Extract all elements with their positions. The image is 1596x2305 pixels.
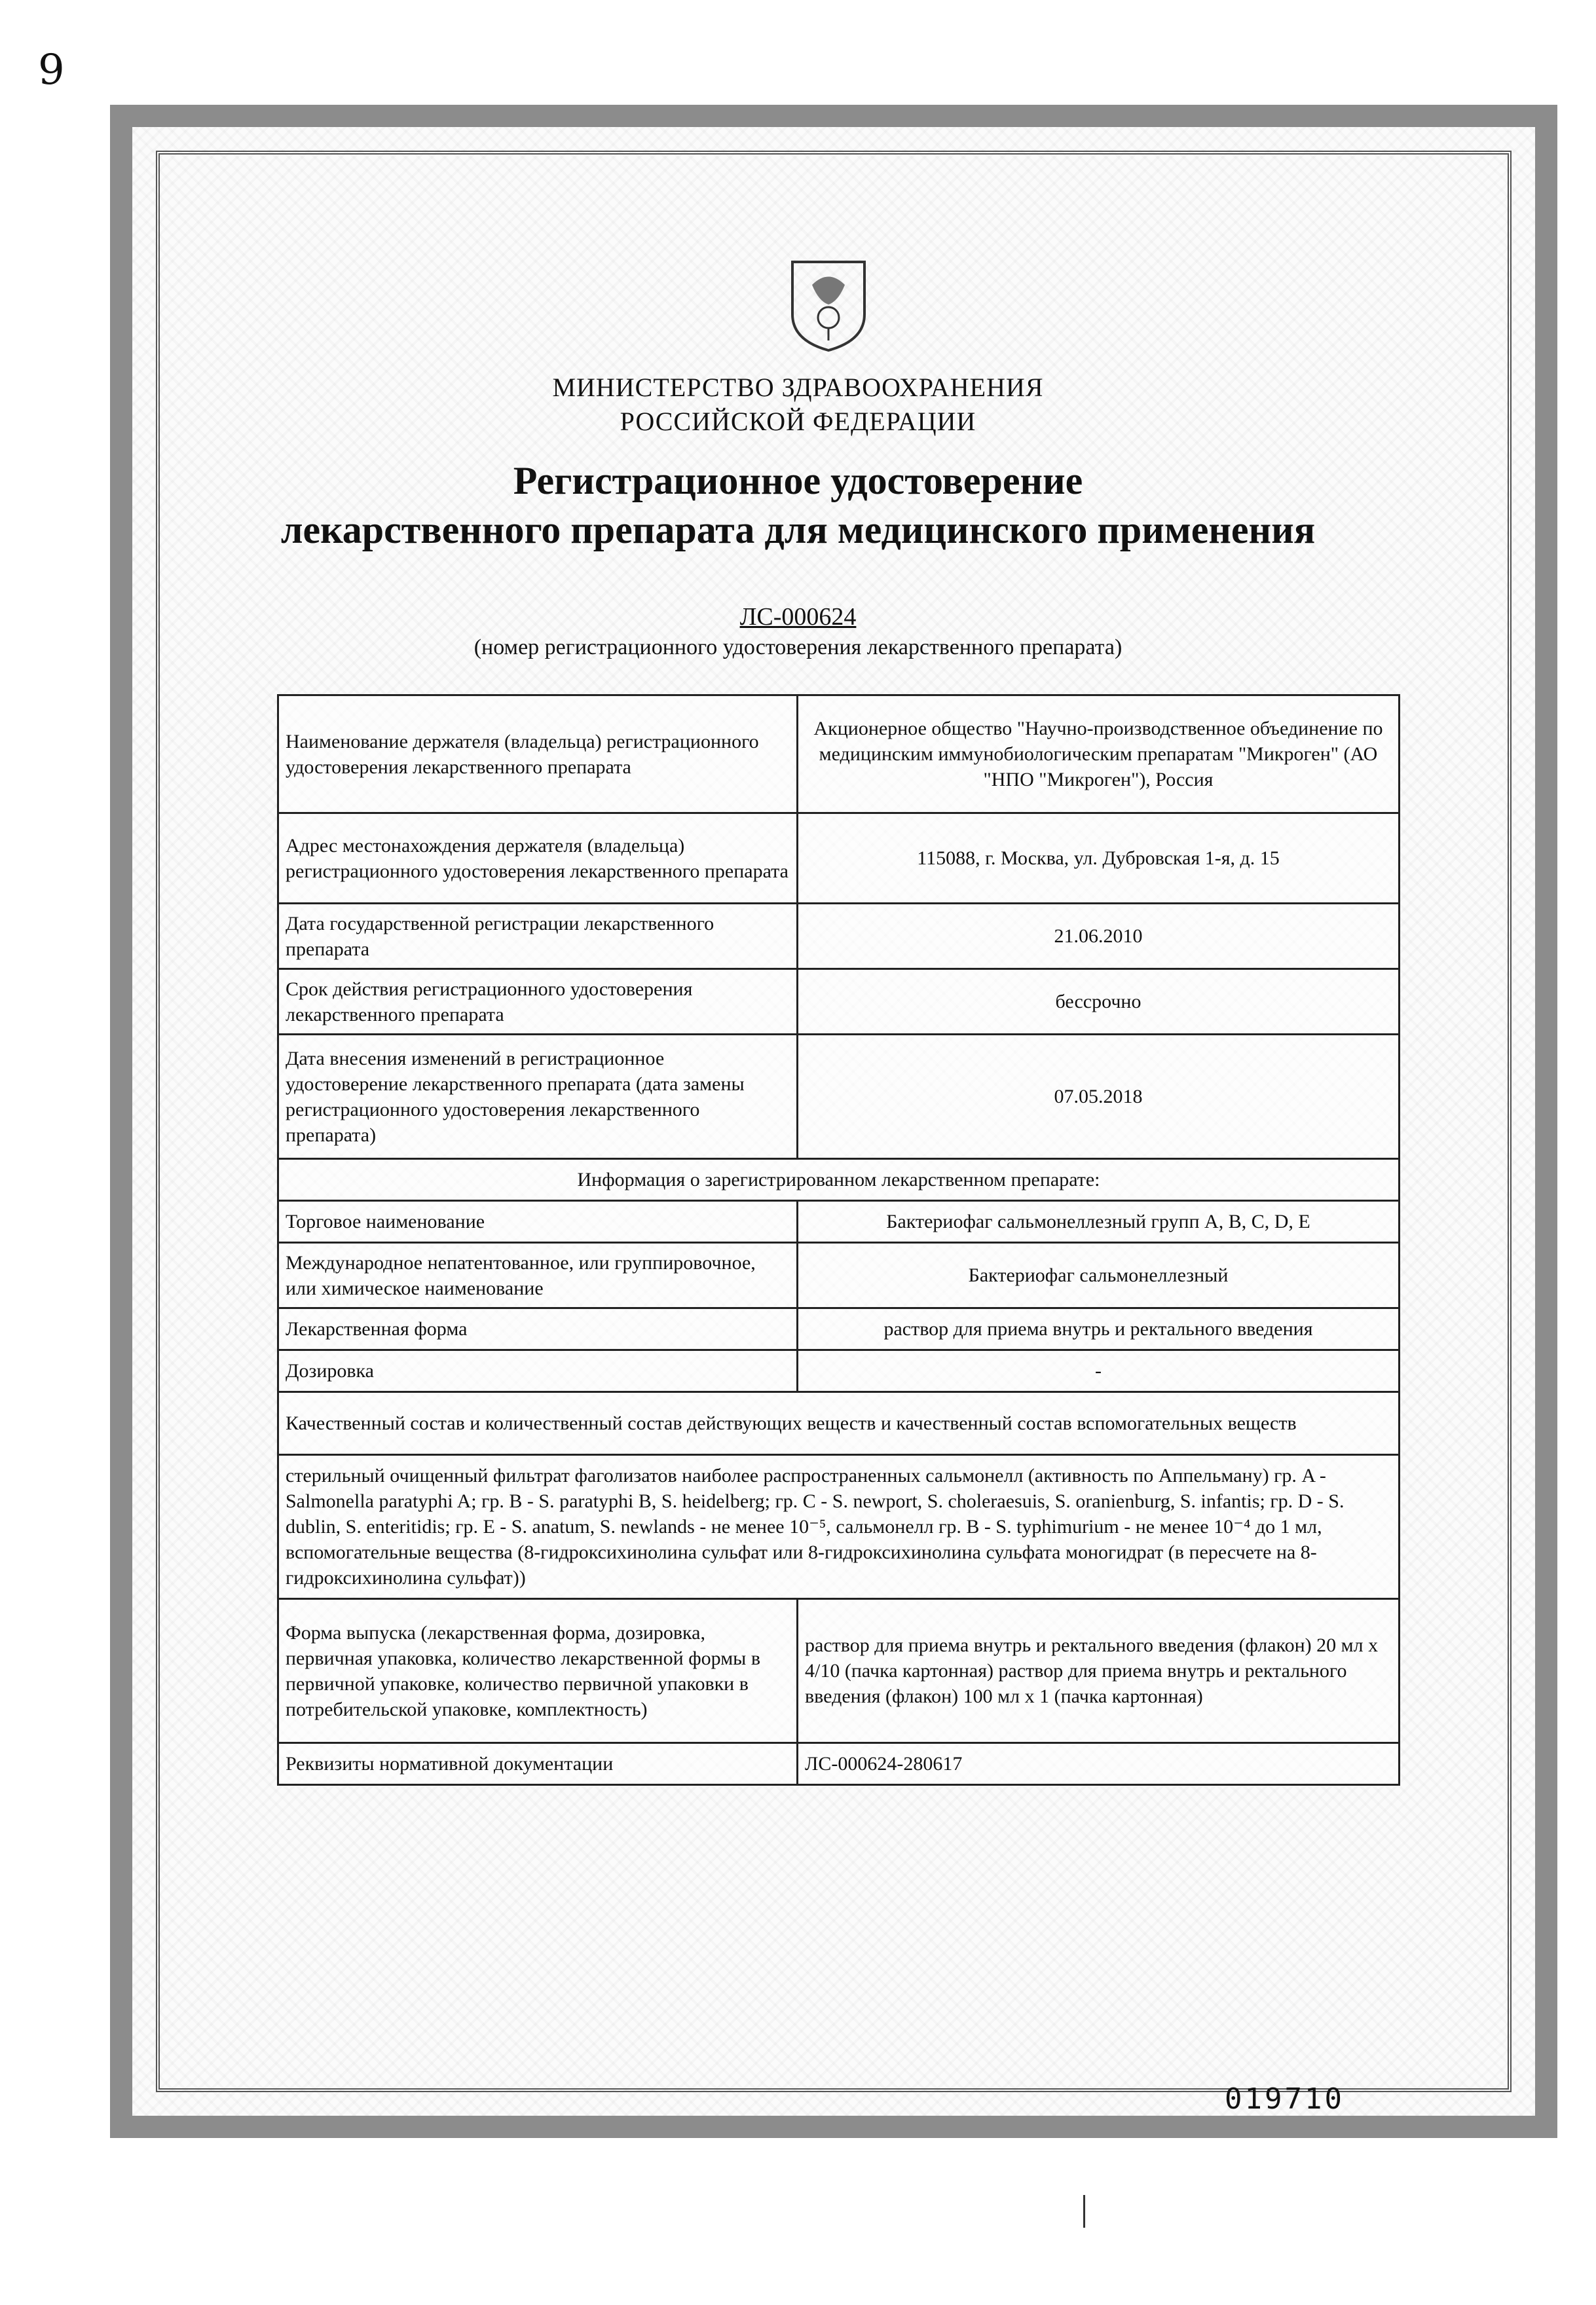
table-row [278, 1243, 1400, 1308]
table-row [278, 1743, 1400, 1785]
table-row [278, 1455, 1400, 1599]
holder-name-label: Наименование держателя (владельца) регистрационного удостоверения лекарственного препарата [278, 695, 798, 813]
release-form-label: Форма выпуска (лекарственная форма, дозировка, первичная упаковка, количество лекарственной формы в первичной упаковке, количество первичной упаковки в потребительской упаковке, комплектность) [278, 1599, 798, 1743]
coat-of-arms-emblem-icon [786, 255, 871, 354]
amendment-date-value: 07.05.2018 [798, 1035, 1400, 1159]
inn-value: Бактериофаг сальмонеллезный [798, 1243, 1400, 1308]
dosage-label: Дозировка [278, 1350, 798, 1392]
registration-details-table [277, 694, 1400, 1786]
dosage-form-label: Лекарственная форма [278, 1308, 798, 1350]
normative-doc-value: ЛС-000624-280617 [798, 1743, 1400, 1785]
table-row [278, 904, 1400, 969]
holder-address-label: Адрес местонахождения держателя (владельца) регистрационного удостоверения лекарственного препарата [278, 813, 798, 904]
dosage-form-value: раствор для приема внутрь и ректального введения [798, 1308, 1400, 1350]
registration-number-caption: (номер регистрационного удостоверения лекарственного препарата) [473, 635, 1123, 659]
handwritten-page-number: 9 [38, 46, 65, 94]
registration-date-label: Дата государственной регистрации лекарственного препарата [278, 904, 798, 969]
table-row [278, 1035, 1400, 1159]
table-row [278, 1599, 1400, 1743]
validity-period-value: бессрочно [798, 969, 1400, 1035]
document-title-line1: Регистрационное удостоверение [513, 459, 1083, 502]
holder-address-value: 115088, г. Москва, ул. Дубровская 1-я, д. 15 [798, 813, 1400, 904]
form-serial-number: 019710 [1225, 2082, 1345, 2116]
normative-doc-label: Реквизиты нормативной документации [278, 1743, 798, 1785]
registration-date-value: 21.06.2010 [798, 904, 1400, 969]
composition-text: стерильный очищенный фильтрат фаголизатов наиболее распространенных сальмонелл (активность по Аппельману) гр. A - Salmonella paratyphi A; гр. B - S. paratyphi B, S. heidelberg; гр. C - S. newport, S. choleraesuis, S. oranienburg, S. infantis; гр. D - S. dublin, S. enteritidis; гр. E - S. anatum, S. newlands - не менее 10⁻⁵, сальмонелл гр. B - S. typhimurium - не менее 10⁻⁴ до 1 мл, вспомогательные вещества (8-гидроксихинолина сульфат или 8-гидроксихинолина сульфата моногидрат (в пересчете на 8-гидроксихинолина сульфат)) [278, 1455, 1400, 1599]
table-row [278, 813, 1400, 904]
trade-name-label: Торговое наименование [278, 1201, 798, 1243]
inn-label: Международное непатентованное, или группировочное, или химическое наименование [278, 1243, 798, 1308]
table-row [278, 1201, 1400, 1243]
dosage-value: - [798, 1350, 1400, 1392]
table-row [278, 1308, 1400, 1350]
table-row [278, 695, 1400, 813]
table-row [278, 969, 1400, 1035]
amendment-date-label: Дата внесения изменений в регистрационное удостоверение лекарственного препарата (дата замены регистрационного удостоверения лекарственного препарата) [278, 1035, 798, 1159]
holder-name-value: Акционерное общество "Научно-производственное объединение по медицинским иммунобиологическим препаратам "Микроген" (АО "НПО "Микроген"), Россия [798, 695, 1400, 813]
ministry-name-line2: РОССИЙСКОЙ ФЕДЕРАЦИИ [620, 407, 976, 436]
registration-number: ЛС-000624 [739, 603, 857, 631]
table-row [278, 1392, 1400, 1455]
table-row [278, 1159, 1400, 1201]
document-title-line2: лекарственного препарата для медицинского применения [280, 508, 1316, 551]
drug-info-heading: Информация о зарегистрированном лекарственном препарате: [278, 1159, 1400, 1201]
ministry-name-line1: МИНИСТЕРСТВО ЗДРАВООХРАНЕНИЯ [552, 373, 1044, 402]
trade-name-value: Бактериофаг сальмонеллезный групп A, B, C, D, E [798, 1201, 1400, 1243]
composition-heading: Качественный состав и количественный состав действующих веществ и качественный состав вспомогательных веществ [278, 1392, 1400, 1455]
bottom-tick-mark [1083, 2195, 1085, 2228]
table-row [278, 1350, 1400, 1392]
validity-period-label: Срок действия регистрационного удостоверения лекарственного препарата [278, 969, 798, 1035]
release-form-value: раствор для приема внутрь и ректального введения (флакон) 20 мл x 4/10 (пачка картонная) раствор для приема внутрь и ректального введения (флакон) 100 мл x 1 (пачка картонная) [798, 1599, 1400, 1743]
